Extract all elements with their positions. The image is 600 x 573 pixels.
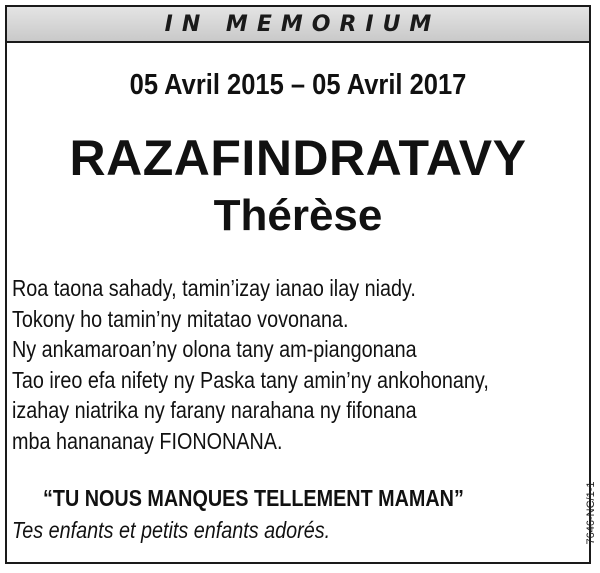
signature-line: Tes enfants et petits enfants adorés. bbox=[12, 517, 331, 543]
verse-line: Tao ireo efa nifety ny Paska tany amin’ny ankohonany, bbox=[12, 366, 489, 393]
verse-line: Tokony ho tamin’ny mitatao vovonana. bbox=[12, 305, 349, 332]
reference-code: 7646-NC/1-1 bbox=[585, 481, 597, 545]
surname: RAZAFINDRATAVY bbox=[69, 130, 527, 186]
memorial-quote: “TU NOUS MANQUES TELLEMENT MAMAN” bbox=[43, 485, 464, 511]
memorial-verse bbox=[12, 273, 582, 456]
verse-line: Ny ankamaroan’ny olona tany am-piangonana bbox=[12, 336, 417, 362]
memorial-notice-frame bbox=[5, 5, 597, 564]
verse-line: mba hanananay FIONONANA. bbox=[12, 427, 283, 454]
memorial-dates: 05 Avril 2015 – 05 Avril 2017 bbox=[129, 69, 467, 101]
header-band bbox=[7, 7, 589, 43]
header-title: IN MEMORIUM bbox=[164, 11, 441, 37]
verse-line: Roa taona sahady, tamin’izay ianao ilay niady. bbox=[12, 275, 416, 301]
verse-line: izahay niatrika ny farany narahana ny fifonana bbox=[12, 397, 417, 423]
first-name: Thérèse bbox=[213, 191, 383, 240]
